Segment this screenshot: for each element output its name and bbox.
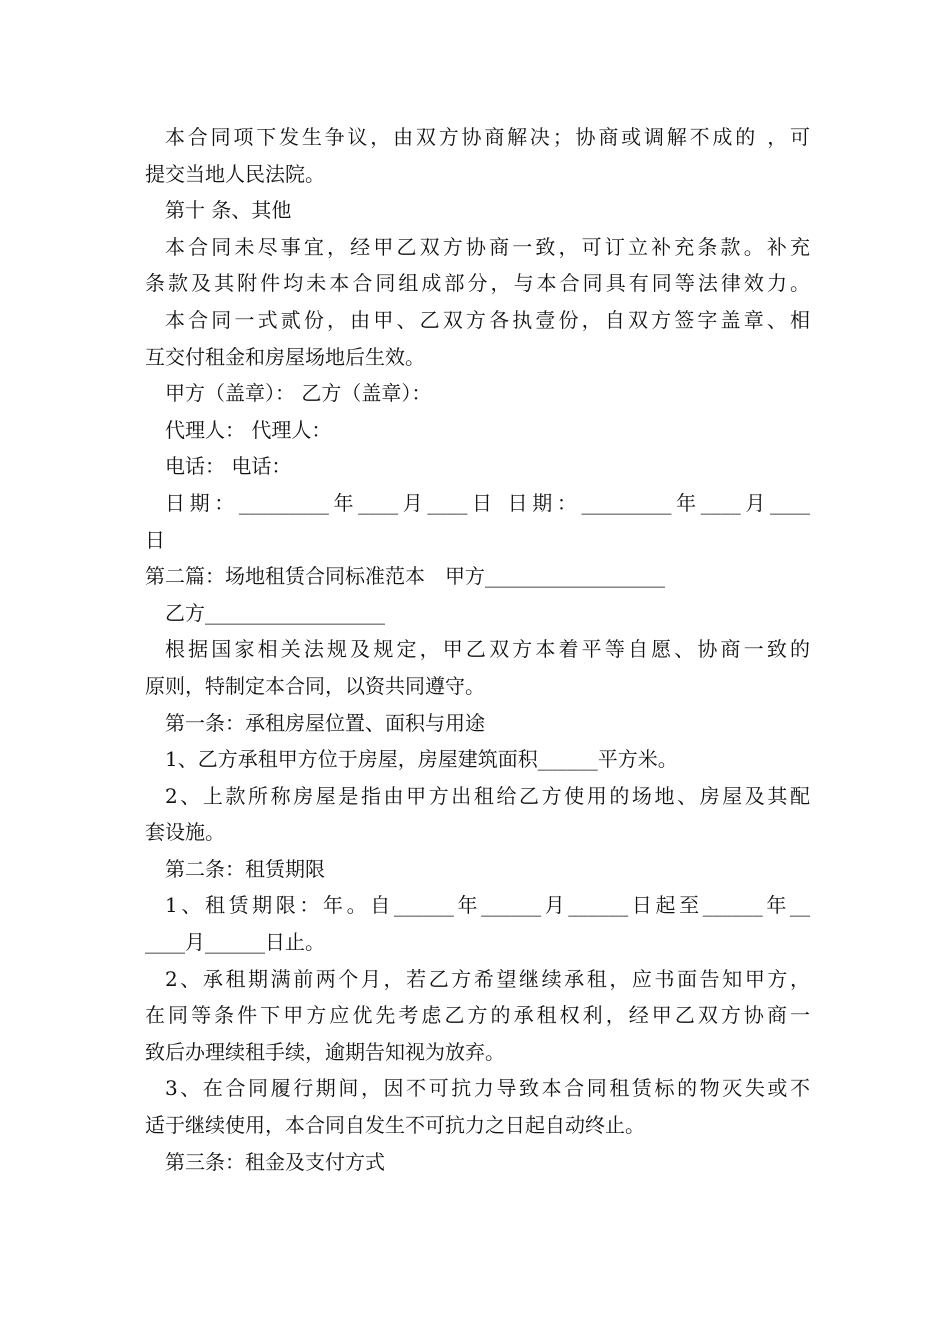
document-line: 第二篇：场地租赁合同标准范本 甲方__________________	[145, 564, 665, 589]
document-line: 第十 条、其他	[165, 198, 292, 223]
document-line: 日	[145, 527, 165, 552]
document-line: 套设施。	[145, 820, 225, 845]
document-line: 1、租赁期限：年。自______年______月______日起至______年__	[165, 893, 810, 918]
document-line: 条款及其附件均未本合同组成部分，与本合同具有同等法律效力。	[145, 271, 810, 296]
document-line: 根据国家相关法规及规定，甲乙双方本着平等自愿、协商一致的	[165, 637, 810, 662]
document-line: 本合同项下发生争议，由双方协商解决；协商或调解不成的 ，可	[165, 125, 810, 149]
document-line: 本合同一式贰份，由甲、乙双方各执壹份，自双方签字盖章、相	[165, 307, 810, 332]
document-line: 3、在合同履行期间，因不可抗力导致本合同租赁标的物灭失或不	[165, 1076, 810, 1101]
document-line: 日期：_________年____月____日 日期：_________年____月____	[165, 490, 810, 515]
document-line: 本合同未尽事宜，经甲乙双方协商一致，可订立补充条款。补充	[165, 234, 810, 259]
document-line: 致后办理续租手续，逾期告知视为放弃。	[145, 1039, 505, 1064]
document-line: 2、上款所称房屋是指由甲方出租给乙方使用的场地、房屋及其配	[165, 783, 810, 808]
document-line: 第一条：承租房屋位置、面积与用途	[165, 710, 485, 735]
document-line: ____月______日止。	[145, 930, 325, 955]
document-line: 互交付租金和房屋场地后生效。	[145, 344, 425, 369]
document-line: 在同等条件下甲方应优先考虑乙方的承租权利，经甲乙双方协商一	[145, 1003, 810, 1028]
document-line: 第三条：租金及支付方式	[165, 1149, 385, 1174]
document-line: 电话： 电话：	[165, 454, 292, 479]
document-line: 2、承租期满前两个月，若乙方希望继续承租，应书面告知甲方，	[165, 966, 810, 991]
document-line: 原则，特制定本合同，以资共同遵守。	[145, 673, 485, 698]
document-body	[145, 119, 810, 1180]
document-line: 1、乙方承租甲方位于房屋，房屋建筑面积______平方米。	[165, 747, 678, 772]
document-line: 代理人： 代理人：	[165, 417, 332, 442]
document-line: 甲方（盖章）： 乙方（盖章）：	[165, 381, 432, 406]
document-line: 提交当地人民法院。	[145, 161, 325, 186]
document-line: 适于继续使用，本合同自发生不可抗力之日起自动终止。	[145, 1113, 645, 1138]
document-line: 第二条：租赁期限	[165, 856, 325, 881]
document-line: 乙方__________________	[165, 600, 385, 625]
